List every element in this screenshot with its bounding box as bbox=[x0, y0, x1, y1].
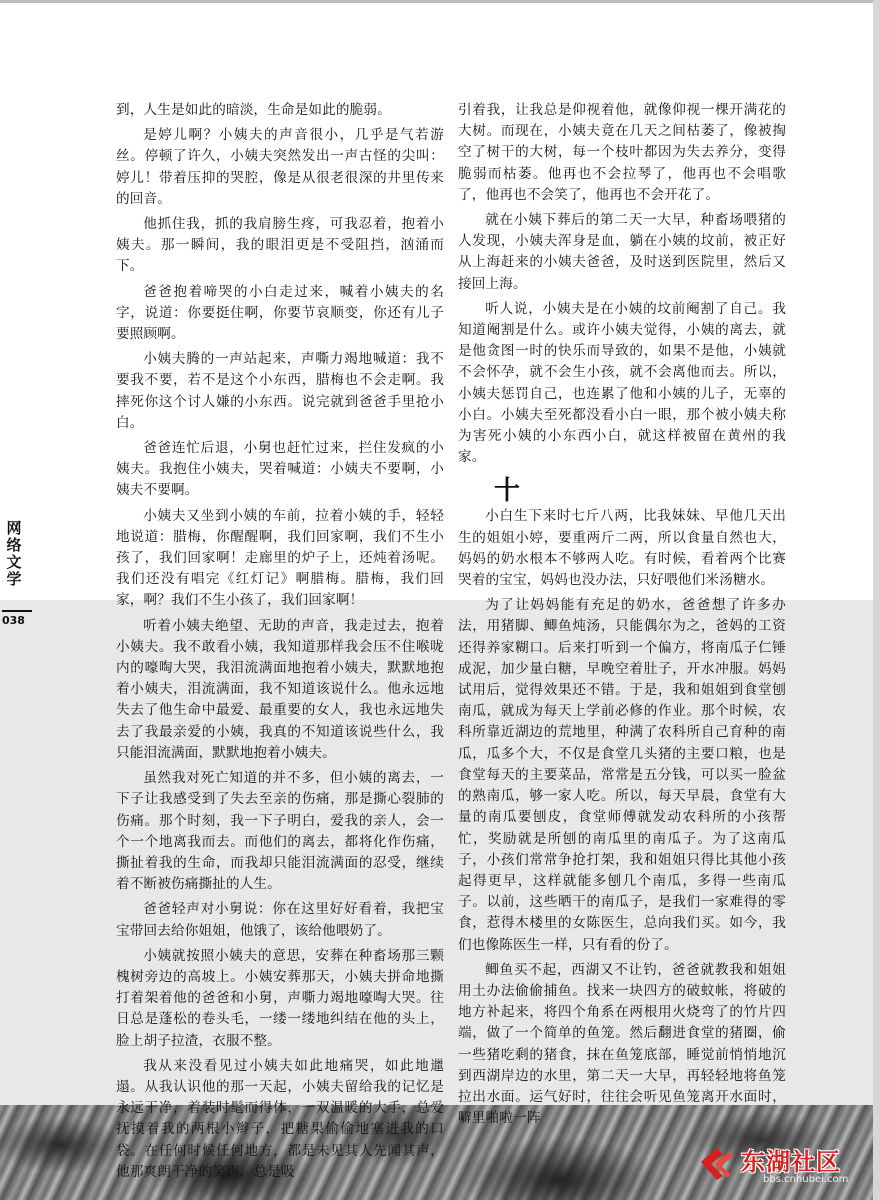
paragraph: 是婷儿啊？小姨夫的声音很小，几乎是气若游丝。停顿了许久，小姨夫突然发出一声古怪的尖叫：婷儿！带着压抑的哭腔，像是从很老很深的井里传来的回音。 bbox=[116, 127, 444, 207]
paragraph: 小姨夫又坐到小姨的车前，拉着小姨的手，轻轻地说道：腊梅，你醒醒啊，我们回家啊，我们不生小孩了，我们回家啊！走廊里的炉子上，还炖着汤呢。我们还没有唱完《红灯记》啊腊梅。腊梅，我们回家，啊？我们不生小孩了，我们回家啊！ bbox=[116, 507, 444, 609]
paragraph: 引着我，让我总是仰视着他，就像仰视一棵开满花的大树。而现在，小姨夫竟在几天之间枯萎了，像被掏空了树干的大树，每一个枝叶都因为失去养分，变得脆弱而枯萎。他再也不会拉琴了，他再也不会唱歌了，他再也不会笑了，他再也不会开花了。 bbox=[458, 102, 786, 203]
paragraph: 爸爸抱着啼哭的小白走过来，喊着小姨夫的名字，说道：你要挺住啊，你要节哀顺变，你还有儿子要照顾啊。 bbox=[116, 283, 444, 343]
section-label-char: 网 bbox=[6, 519, 22, 537]
forum-logo-icon bbox=[697, 1142, 737, 1182]
paragraph: 听着小姨夫绝望、无助的声音，我走过去，抱着小姨夫。我不敢看小姨，我知道那样我会压不住喉咙内的嚎啕大哭，我泪流满面地抱着小姨夫，默默地抱着小姨夫，泪流满面，我不知道该说什么。他永远地失去了他生命中最爱、最重要的女人，我也永远地失去了我最亲爱的小姨，我真的不知道该说些什么，我只能泪流满面，默默地抱着小姨夫。 bbox=[116, 617, 444, 761]
paragraph: 小白生下来时七斤八两，比我妹妹、早他几天出生的姐姐小婷，要重两斤二两，所以食量自然也大，妈妈的奶水根本不够两人吃。有时候，看着两个比赛哭着的宝宝，妈妈也没办法，只好喂他们米汤糖水。 bbox=[458, 508, 786, 589]
section-label-char: 文 bbox=[6, 553, 22, 571]
paragraph: 小姨夫腾的一声站起来，声嘶力竭地喊道：我不要我不要，若不是这个小东西，腊梅也不会走啊。我摔死你这个讨人嫌的小东西。说完就到爸爸手里抢小白。 bbox=[116, 351, 444, 431]
site-watermark bbox=[697, 1138, 867, 1194]
paragraph: 他抓住我，抓的我肩膀生疼，可我忍着，抱着小姨夫。那一瞬间，我的眼泪更是不受阻挡，汹涌而下。 bbox=[116, 216, 444, 275]
paragraph: 到，人生是如此的暗淡，生命是如此的脆弱。 bbox=[116, 102, 391, 118]
left-text-column bbox=[116, 100, 444, 1187]
watermark-url: bbs.cnhubei.com bbox=[763, 1174, 849, 1185]
paragraph: 为了让妈妈能有充足的奶水，爸爸想了许多办法，用猪脚、鲫鱼炖汤，只能偶尔为之，爸妈的工资还得养家糊口。后来打听到一个偏方，将南瓜子仁锤成泥，加少量白糖，早晚空着肚子，开水冲服。妈妈试用后，觉得效果还不错。于是，我和姐姐到食堂刨南瓜，就成为每天上学前必修的作业。那个时候，农科所靠近湖边的荒地里，种满了农科所自己育种的南瓜，瓜多个大，不仅是食堂几头猪的主要口粮，也是食堂每天的主要菜品，常常是五分钱，可以买一脸盆的熟南瓜，够一家人吃。所以，每天早晨，食堂有大量的南瓜要刨皮，食堂师傅就发动农科所的小孩帮忙，奖励就是所刨的南瓜里的南瓜子。为了这南瓜子，小孩们常常争抢打架，我和姐姐只得比其他小孩起得更早，这样就能多刨几个南瓜，多得一些南瓜子。以前，这些晒干的南瓜子，是我们一家难得的零食，惹得木楼里的女陈医生，总向我们买。如今，我们也像陈医生一样，只有看的份了。 bbox=[458, 597, 786, 953]
page-number: 038 bbox=[2, 610, 32, 627]
section-label-char: 学 bbox=[6, 570, 22, 588]
watermark-title: 东湖社区 bbox=[741, 1148, 841, 1176]
paragraph: 听人说，小姨夫是在小姨的坟前阉割了自己。我知道阉割是什么。或许小姨夫觉得，小姨的离去，就是他贪图一时的快乐而导致的，如果不是他，小姨就不会怀孕，就不会生小孩，就不会离他而去。所以，小姨夫惩罚自己，也连累了他和小姨的儿子，无辜的小白。小姨夫至死都没看小白一眼，那个被小姨夫称为害死小姨的小东西小白，就这样被留在黄州的我家。 bbox=[458, 300, 786, 466]
paragraph: 我从来没看见过小姨夫如此地痛哭，如此地邋遢。从我认识他的那一天起，小姨夫留给我的记忆是永远干净，着装时髦而得体，一双温暖的大手，总爱抚摸着我的两根小辫子，把糖果偷偷地塞进我的口袋。在任何时候任何地方，都是未见其人先闻其声，他那爽朗干净的笑声，总是吸 bbox=[116, 1057, 444, 1180]
section-label-char: 络 bbox=[6, 536, 22, 554]
paragraph: 虽然我对死亡知道的并不多，但小姨的离去，一下子让我感受到了失去至亲的伤痛，那是撕心裂肺的伤痛。那个时刻，我一下子明白，爱我的亲人，会一个一个地离我而去。而他们的离去，都将化作伤痛，撕扯着我的生命，而我却只能泪流满面的忍受，继续着不断被伤痛撕扯的人生。 bbox=[116, 770, 444, 893]
paragraph: 就在小姨下葬后的第二天一大早，种畜场喂猪的人发现，小姨夫浑身是血，躺在小姨的坟前，被正好从上海赶来的小姨夫爸爸，及时送到医院里，然后又接回上海。 bbox=[458, 212, 786, 292]
right-text-column bbox=[458, 100, 786, 1133]
right-edge-strip bbox=[873, 0, 879, 1200]
paragraph: 爸爸轻声对小舅说：你在这里好好看着，我把宝宝带回去给你姐姐，他饿了，该给他喂奶了。 bbox=[116, 901, 444, 939]
section-label-vertical bbox=[3, 520, 25, 588]
section-number-ten: 十 bbox=[494, 476, 521, 507]
paragraph: 爸爸连忙后退，小舅也赶忙过来，拦住发疯的小姨夫。我抱住小姨夫，哭着喊道：小姨夫不要啊，小姨夫不要啊。 bbox=[116, 440, 444, 499]
paragraph: 鲫鱼买不起，西湖又不让钓，爸爸就教我和姐姐用土办法偷偷捕鱼。找来一块四方的破蚊帐，将破的地方补起来，将四个角系在两根用火烧弯了的竹片四端，做了一个简单的鱼笼。然后翻进食堂的猪圈，偷一些猪吃剩的猪食，抹在鱼笼底部，睡觉前悄悄地沉到西湖岸边的水里，第二天一大早，再轻轻地将鱼笼拉出水面。运气好时，往往会听见鱼笼离开水面时，噼里啪啦一阵 bbox=[458, 961, 786, 1127]
paragraph: 小姨就按照小姨夫的意思，安葬在种畜场那三颗槐树旁边的高坡上。小姨安葬那天，小姨夫拼命地撕打着架着他的爸爸和小舅，声嘶力竭地嚎啕大哭。往日总是蓬松的卷头毛，一缕一缕地纠结在他的头上，脸上胡子拉渣，衣服不整。 bbox=[116, 947, 444, 1049]
top-border bbox=[0, 0, 879, 3]
